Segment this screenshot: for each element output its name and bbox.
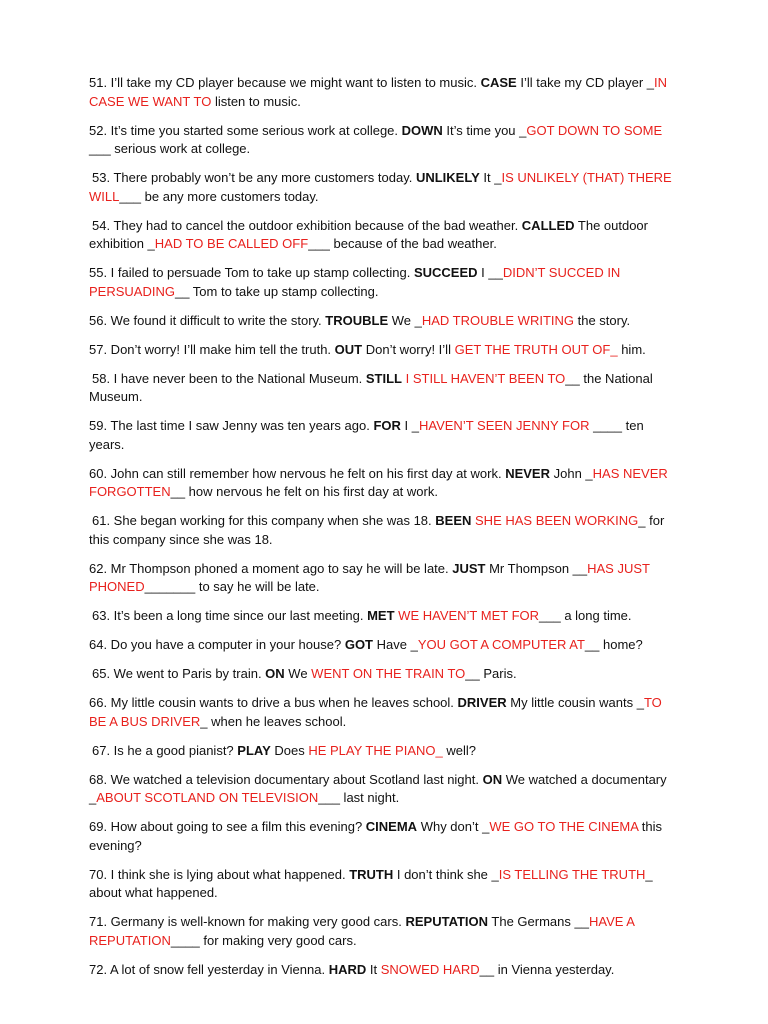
answer-text: HAS JUST PHONED [89, 560, 650, 594]
answer-text: GOT DOWN TO SOME [526, 122, 663, 138]
exercise-item [89, 560, 676, 597]
exercise-item [89, 961, 676, 980]
sentence-text: ___ because of the bad weather. [308, 236, 497, 251]
sentence-text: Have _ [373, 637, 418, 652]
sentence-text: 57. Don’t worry! I’ll make him tell the truth. [89, 341, 335, 357]
sentence-text: 66. My little cousin wants to drive a bus when he leaves school. [89, 695, 458, 710]
sentence-text: 59. The last time I saw Jenny was ten years ago. [89, 418, 374, 433]
keyword: CALLED [521, 217, 575, 233]
sentence-text: ___ last night. [318, 790, 400, 805]
sentence-text: ____ for making very good cars. [170, 932, 357, 948]
sentence-text: __ home? [584, 637, 643, 652]
sentence-text: __ how nervous he felt on his first day at work. [170, 484, 438, 499]
answer-text: HAD TROUBLE WRITING [421, 312, 575, 328]
answer-text: WENT ON THE TRAIN TO [311, 666, 466, 681]
sentence-text: 52. It’s time you started some serious work at college. [89, 122, 402, 138]
exercise-item [89, 694, 676, 731]
sentence-text: 62. Mr Thompson phoned a moment ago to say he will be late. [89, 560, 453, 576]
answer-text: I STILL HAVEN’T BEEN TO [405, 370, 566, 386]
sentence-text: 68. We watched a television documentary about Scotland last night. [89, 771, 483, 787]
sentence-text: It’s time you _ [442, 122, 527, 138]
keyword: PLAY [237, 742, 271, 758]
keyword: SUCCEED [413, 265, 478, 280]
keyword: JUST [452, 560, 486, 576]
sentence-text: this evening? [89, 819, 662, 853]
sentence-text: It _ [479, 170, 502, 185]
sentence-text: The outdoor exhibition _ [89, 217, 648, 251]
sentence-text: __ in Vienna yesterday. [479, 961, 615, 977]
keyword: CINEMA [365, 819, 418, 834]
keyword: CASE [480, 75, 517, 90]
keyword: TROUBLE [325, 312, 389, 328]
sentence-text: 65. We went to Paris by train. [92, 666, 266, 681]
exercise-list [89, 74, 676, 979]
sentence-text: We _ [388, 312, 422, 328]
answer-text: IN CASE WE WANT TO [89, 75, 667, 109]
keyword: REPUTATION [405, 914, 489, 929]
exercise-item [89, 74, 676, 111]
keyword: ON [482, 771, 503, 787]
sentence-text: __ the National Museum. [89, 370, 653, 404]
keyword: HARD [328, 961, 367, 977]
sentence-text: We watched a documentary _ [89, 771, 667, 805]
exercise-item [89, 122, 676, 159]
exercise-item [89, 217, 676, 254]
answer-text: WE HAVEN’T MET FOR [398, 608, 540, 623]
keyword: BEEN [435, 513, 472, 528]
sentence-text: 58. I have never been to the National Museum. [92, 370, 366, 386]
exercise-item [89, 742, 676, 761]
sentence-text: ___ serious work at college. [89, 141, 251, 156]
answer-text: HAD TO BE CALLED OFF [154, 236, 309, 251]
answer-text: SNOWED HARD [380, 961, 480, 977]
keyword: GOT [344, 637, 373, 652]
exercise-item [89, 771, 676, 808]
keyword: UNLIKELY [415, 170, 480, 185]
sentence-text: 71. Germany is well-known for making very good cars. [89, 914, 406, 929]
answer-text: HE PLAY THE PIANO_ [308, 742, 443, 758]
exercise-item [89, 370, 676, 407]
sentence-text: 69. How about going to see a film this evening? [89, 819, 366, 834]
sentence-text: _______ to say he will be late. [144, 579, 320, 594]
exercise-item [89, 512, 676, 549]
keyword: MET [367, 608, 395, 623]
sentence-text: 64. Do you have a computer in your house? [89, 637, 345, 652]
keyword: DOWN [401, 122, 443, 138]
sentence-text: well? [442, 742, 476, 758]
sentence-text: I don’t think she _ [393, 866, 499, 882]
sentence-text: ___ be any more customers today. [119, 188, 319, 204]
keyword: OUT [334, 341, 363, 357]
keyword: DRIVER [457, 695, 507, 710]
sentence-text: 54. They had to cancel the outdoor exhibition because of the bad weather. [92, 217, 522, 233]
answer-text: GET THE TRUTH OUT OF_ [454, 341, 618, 357]
sentence-text: My little cousin wants _ [506, 695, 644, 710]
sentence-text: ___ a long time. [539, 608, 632, 623]
answer-text: TO BE A BUS DRIVER [89, 695, 662, 729]
sentence-text: I _ [400, 418, 419, 433]
keyword: ON [265, 666, 285, 681]
exercise-item [89, 636, 676, 655]
keyword: FOR [373, 418, 401, 433]
answer-text: ABOUT SCOTLAND ON TELEVISION [96, 790, 319, 805]
sentence-text: 70. I think she is lying about what happened. [89, 866, 350, 882]
answer-text: HAVEN’T SEEN JENNY FOR [419, 418, 590, 433]
sentence-text: 63. It’s been a long time since our last meeting. [92, 608, 368, 623]
sentence-text: __ Paris. [465, 666, 517, 681]
sentence-text: the story. [574, 312, 631, 328]
sentence-text: 72. A lot of snow fell yesterday in Vienna. [89, 961, 329, 977]
sentence-text: 55. I failed to persuade Tom to take up stamp collecting. [89, 265, 414, 280]
sentence-text: listen to music. [211, 93, 301, 109]
exercise-item [89, 417, 676, 454]
sentence-text: 67. Is he a good pianist? [92, 742, 238, 758]
sentence-text: John _ [550, 465, 593, 481]
sentence-text: him. [617, 341, 646, 357]
sentence-text: 61. She began working for this company when she was 18. [92, 513, 436, 528]
sentence-text: Does [270, 742, 309, 758]
keyword: NEVER [505, 465, 550, 481]
answer-text: IS UNLIKELY (THAT) THERE WILL [89, 170, 672, 204]
sentence-text: ____ ten years. [89, 418, 644, 452]
sentence-text: 53. There probably won’t be any more customers today. [92, 170, 416, 185]
answer-text: WE GO TO THE CINEMA [489, 819, 639, 834]
sentence-text: The Germans __ [488, 914, 589, 929]
sentence-text: Don’t worry! I’ll [362, 341, 455, 357]
sentence-text: 56. We found it difficult to write the story. [89, 312, 326, 328]
sentence-text: 51. I’ll take my CD player because we might want to listen to music. [89, 75, 481, 90]
sentence-text: _ about what happened. [89, 866, 653, 900]
sentence-text: Why don’t _ [417, 819, 490, 834]
exercise-item [89, 264, 676, 301]
keyword: STILL [365, 370, 402, 386]
exercise-item [89, 341, 676, 360]
sentence-text: We [284, 666, 312, 681]
exercise-item [89, 312, 676, 331]
answer-text: SHE HAS BEEN WORKING [475, 513, 639, 528]
exercise-item [89, 607, 676, 626]
answer-text: HAVE A REPUTATION [89, 914, 635, 948]
answer-text: DIDN’T SUCCED IN PERSUADING [89, 265, 621, 299]
keyword: TRUTH [349, 866, 394, 882]
sentence-text: _ when he leaves school. [200, 713, 347, 729]
sentence-text: _ for this company since she was 18. [89, 513, 665, 547]
exercise-item [89, 169, 676, 206]
exercise-item [89, 913, 676, 950]
sentence-text: I __ [477, 265, 503, 280]
exercise-item [89, 818, 676, 855]
answer-text: HAS NEVER FORGOTTEN [89, 465, 668, 499]
answer-text: IS TELLING THE TRUTH [498, 866, 646, 882]
exercise-item [89, 665, 676, 684]
sentence-text: Mr Thompson __ [485, 560, 588, 576]
exercise-item [89, 866, 676, 903]
sentence-text: It [366, 961, 381, 977]
sentence-text: 60. John can still remember how nervous he felt on his first day at work. [89, 465, 506, 481]
answer-text: YOU GOT A COMPUTER AT [417, 637, 585, 652]
exercise-item [89, 465, 676, 502]
sentence-text: I’ll take my CD player _ [516, 75, 654, 90]
sentence-text: __ Tom to take up stamp collecting. [174, 283, 379, 299]
